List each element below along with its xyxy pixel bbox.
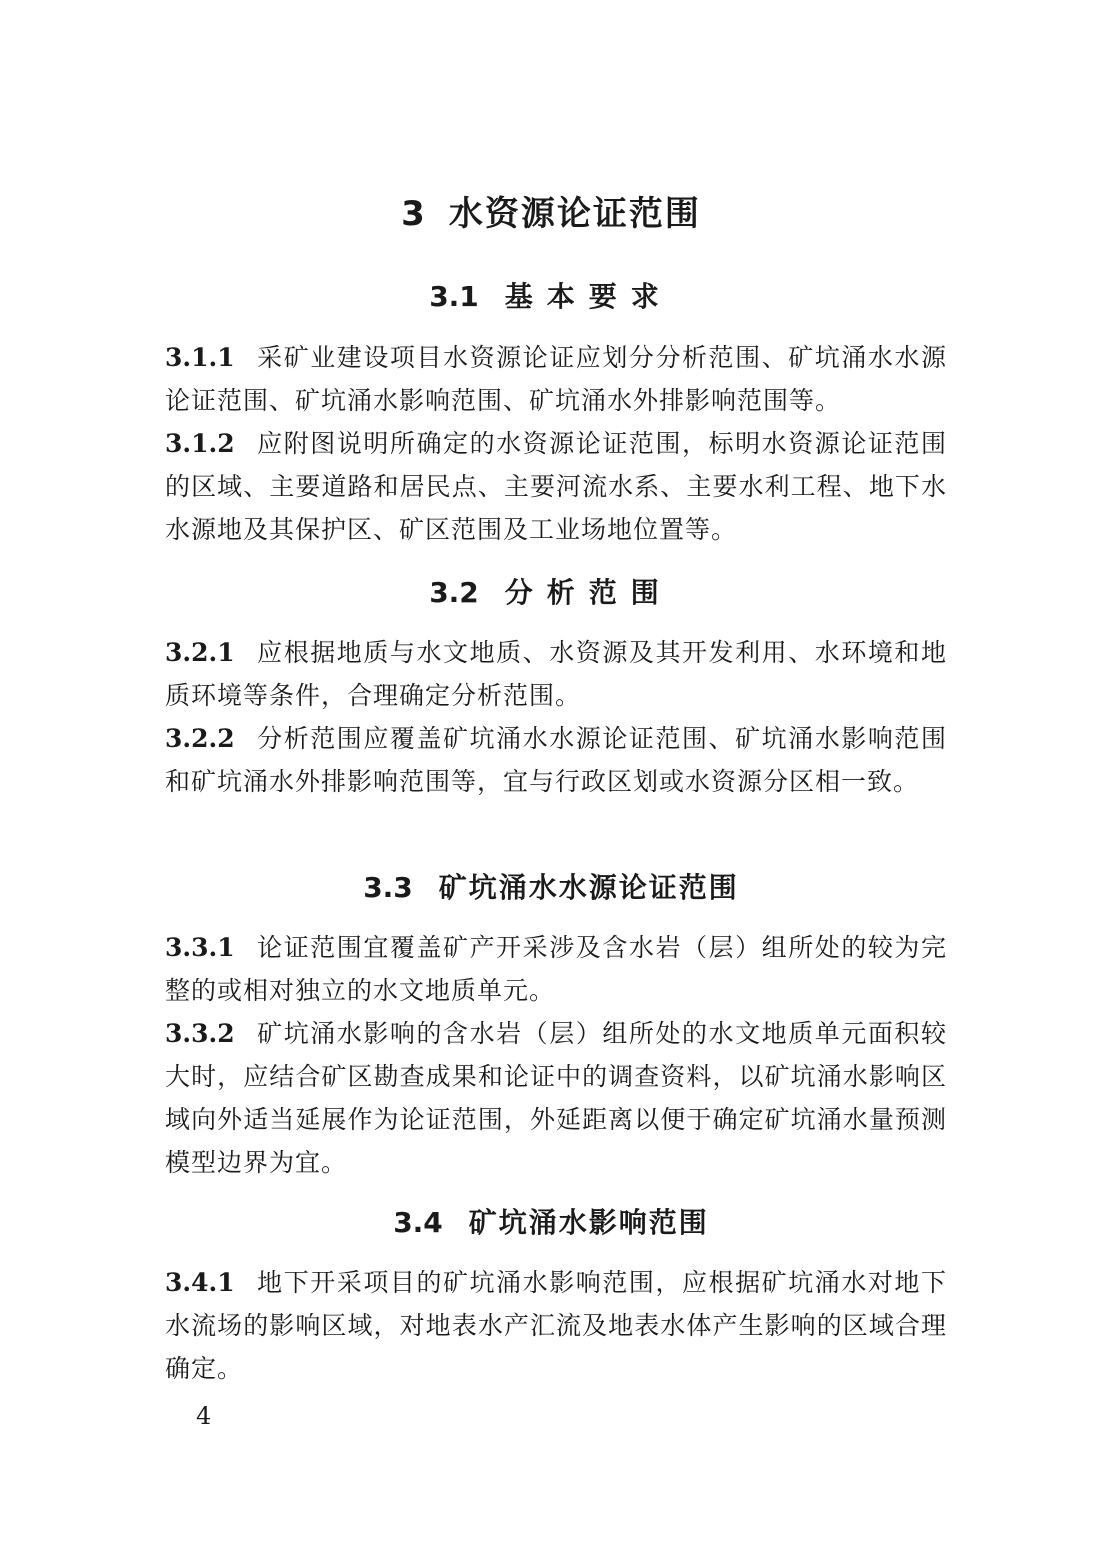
section-title-text: 矿坑涌水影响范围	[468, 1206, 709, 1239]
section-number: 3.3	[363, 871, 413, 904]
page-number: 4	[196, 1402, 212, 1430]
section-number: 3.1	[429, 280, 479, 313]
clause-number: 3.2.1	[165, 638, 235, 667]
clause-number: 3.3.1	[165, 933, 235, 962]
clause-number: 3.2.2	[165, 724, 235, 753]
clause-3-3-1	[165, 926, 947, 1012]
section-number: 3.2	[429, 576, 479, 609]
section-title-text: 分析范围	[504, 576, 673, 609]
clause-number: 3.4.1	[165, 1268, 235, 1297]
clause-number: 3.3.2	[165, 1019, 235, 1048]
clause-3-3-2	[165, 1012, 947, 1184]
clause-3-2-1	[165, 631, 947, 717]
clause-text: 应附图说明所确定的水资源论证范围，标明水资源论证范围的区域、主要道路和居民点、主要河流水系、主要水利工程、地下水水源地及其保护区、矿区范围及工业场地位置等。	[165, 429, 947, 544]
section-title-text: 基本要求	[504, 280, 673, 313]
section-title-text: 矿坑涌水水源论证范围	[438, 871, 739, 904]
clause-number: 3.1.1	[165, 343, 235, 372]
section-title-3-2	[0, 571, 1102, 611]
clause-text: 采矿业建设项目水资源论证应划分分析范围、矿坑涌水水源论证范围、矿坑涌水影响范围、矿坑涌水外排影响范围等。	[165, 343, 947, 415]
chapter-title	[0, 186, 1102, 235]
clause-text: 论证范围宜覆盖矿产开采涉及含水岩（层）组所处的较为完整的或相对独立的水文地质单元。	[165, 933, 947, 1005]
chapter-title-text: 水资源论证范围	[448, 194, 701, 234]
clause-3-2-2	[165, 717, 947, 803]
clause-3-1-1	[165, 336, 947, 422]
clause-text: 地下开采项目的矿坑涌水影响范围，应根据矿坑涌水对地下水流场的影响区域，对地表水产汇流及地表水体产生影响的区域合理确定。	[165, 1268, 947, 1383]
clause-text: 应根据地质与水文地质、水资源及其开发利用、水环境和地质环境等条件，合理确定分析范围。	[165, 638, 947, 710]
clause-3-1-2	[165, 422, 947, 551]
section-title-3-1	[0, 275, 1102, 315]
clause-text: 矿坑涌水影响的含水岩（层）组所处的水文地质单元面积较大时，应结合矿区勘查成果和论证中的调查资料，以矿坑涌水影响区域向外适当延展作为论证范围，外延距离以便于确定矿坑涌水量预测模型边界为宜。	[165, 1019, 947, 1177]
clause-text: 分析范围应覆盖矿坑涌水水源论证范围、矿坑涌水影响范围和矿坑涌水外排影响范围等，宜与行政区划或水资源分区相一致。	[165, 724, 947, 796]
section-number: 3.4	[393, 1206, 443, 1239]
chapter-number: 3	[401, 194, 427, 234]
clause-3-4-1	[165, 1261, 947, 1390]
section-title-3-3	[0, 866, 1102, 906]
clause-number: 3.1.2	[165, 429, 235, 458]
section-title-3-4	[0, 1201, 1102, 1241]
